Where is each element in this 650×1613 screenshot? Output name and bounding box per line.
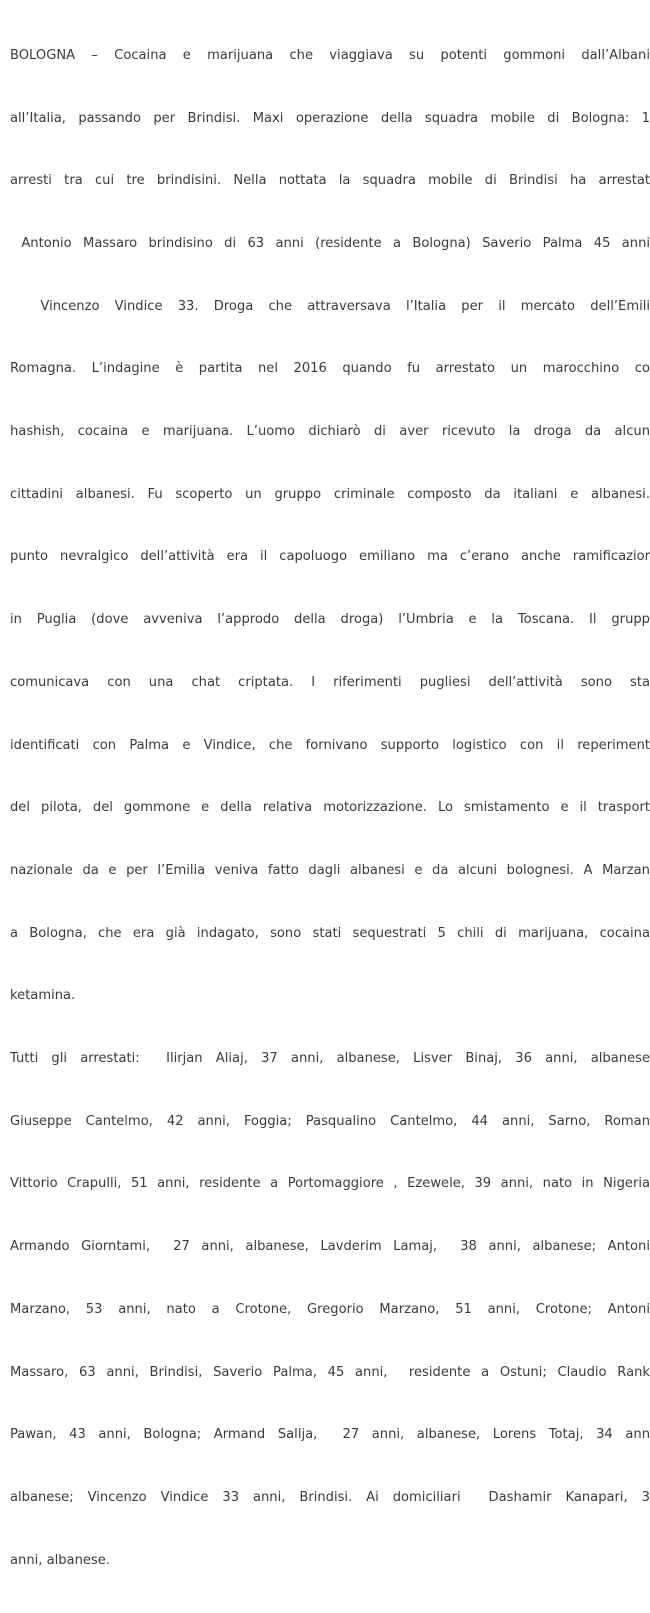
article-line: Giuseppe Cantelmo, 42 anni, Foggia; Pasqualino Cantelmo, 44 anni, Sarno, Roman [10, 1113, 650, 1129]
article-line: BOLOGNA – Cocaina e marijuana che viaggiava su potenti gommoni dall’Albani [10, 47, 650, 63]
article-line: ketamina. [10, 988, 76, 1004]
article-line: Armando Giorntami, 27 anni, albanese, Lavderim Lamaj, 38 anni, albanese; Antoni [10, 1239, 650, 1255]
article-line: nazionale da e per l’Emilia veniva fatto dagli albanesi e da alcuni bolognesi. A Marzan [10, 862, 650, 878]
article-line: Pawan, 43 anni, Bologna; Armand Sallja, 27 anni, albanese, Lorens Totaj, 34 ann [10, 1427, 650, 1443]
article-line: punto nevralgico dell’attività era il capoluogo emiliano ma c’erano anche ramificazior [10, 549, 650, 565]
article-body [10, 4, 650, 1613]
article-line: Tutti gli arrestati: Ilirjan Aliaj, 37 anni, albanese, Lisver Binaj, 36 anni, albanese [10, 1051, 650, 1067]
article-line: all’Italia, passando per Brindisi. Maxi operazione della squadra mobile di Bologna: 1 [10, 110, 650, 126]
article-line: identificati con Palma e Vindice, che fornivano supporto logistico con il reperiment [10, 737, 650, 753]
article-line: albanese; Vincenzo Vindice 33 anni, Brindisi. Ai domiciliari Dashamir Kanapari, 3 [10, 1489, 650, 1505]
article-line: comunicava con una chat criptata. I riferimenti pugliesi dell’attività sono sta [10, 674, 650, 690]
article-line: del pilota, del gommone e della relativa motorizzazione. Lo smistamento e il trasport [10, 800, 650, 816]
article-line: Vittorio Crapulli, 51 anni, residente a Portomaggiore , Ezewele, 39 anni, nato in Nigeria [10, 1176, 650, 1192]
article-line: arresti tra cui tre brindisini. Nella nottata la squadra mobile di Brindisi ha arrestat [10, 173, 650, 189]
article-line: anni, albanese. [10, 1552, 110, 1568]
article-line: Marzano, 53 anni, nato a Crotone, Gregorio Marzano, 51 anni, Crotone; Antoni [10, 1301, 650, 1317]
article-line: Vincenzo Vindice 33. Droga che attraversava l’Italia per il mercato dell’Emili [10, 298, 650, 314]
article-line: Romagna. L’indagine è partita nel 2016 quando fu arrestato un marocchino co [10, 361, 650, 377]
article-line: Massaro, 63 anni, Brindisi, Saverio Palma, 45 anni, residente a Ostuni; Claudio Rank [10, 1364, 650, 1380]
article-line: Antonio Massaro brindisino di 63 anni (residente a Bologna) Saverio Palma 45 anni [10, 235, 650, 251]
article-line: in Puglia (dove avveniva l’approdo della droga) l’Umbria e la Toscana. Il grupp [10, 612, 650, 628]
article-line: a Bologna, che era già indagato, sono stati sequestrati 5 chili di marijuana, cocaina [10, 925, 650, 941]
article-line: cittadini albanesi. Fu scoperto un gruppo criminale composto da italiani e albanesi. [10, 486, 650, 502]
article-line: hashish, cocaina e marijuana. L’uomo dichiarò di aver ricevuto la droga da alcun [10, 424, 650, 440]
